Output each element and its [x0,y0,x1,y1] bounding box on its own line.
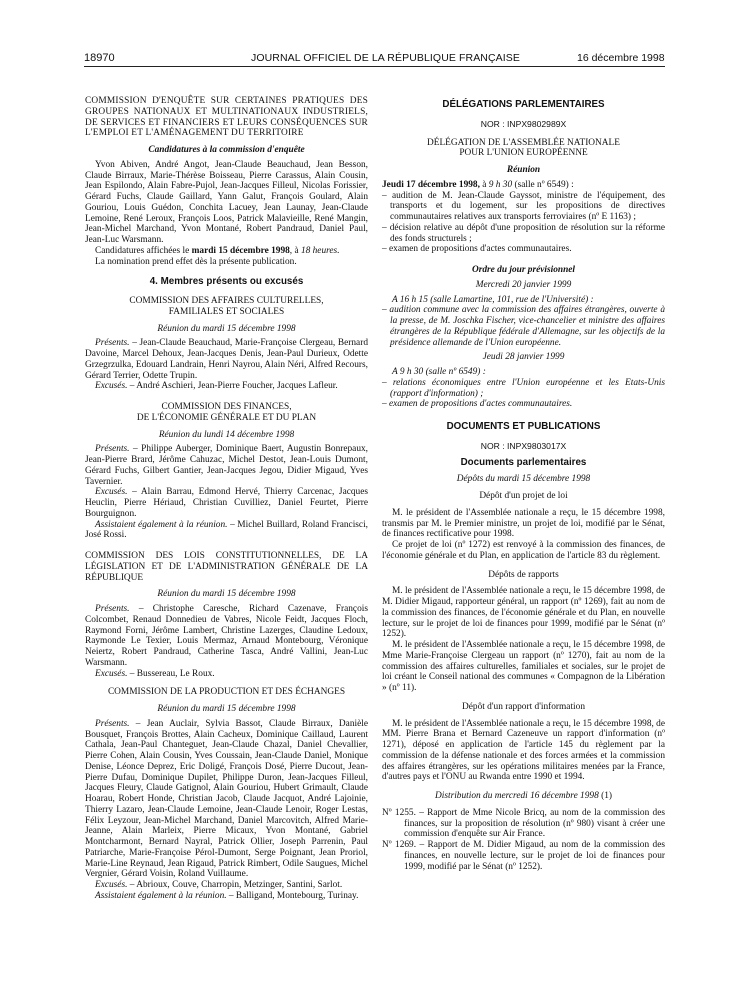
c1-title-line2: FAMILIALES ET SOCIALES [168,306,285,317]
header-rule [84,66,665,67]
documents-nor: NOR : INPX9803017X [480,440,567,451]
agenda-item: – décision relative au dépôt d'une proposition de résolution sur la réforme des fonds structurels ; [382,222,665,244]
commission-enquete-title: COMMISSION D'ENQUÊTE SUR CERTAINES PRATIQUES DES GROUPES NATIONAUX ET MULTINATIONAUX INDUSTRIELS, DE SERVICES ET FINANCIERS ET LEURS CONSÉQUENCES SUR L'EMPLOI ET L'AMÉNAGEMENT DU TERRITOIRE [85,96,368,139]
presents-label: Présents. [95,718,130,729]
odj-item: – audition commune avec la commission des affaires étrangères, ouverte à la presse, de M. Joschka Fischer, vice-chancelier et ministre des affaires étrangères de la République fédérale d'Allemagne, sur les objectifs de la présidence allemande de l'Union européenne. [382,305,665,348]
candidatures-heading: Candidatures à la commission d'enquête [148,145,305,155]
excuses-label: Excusés. [95,880,128,890]
projet-paragraph: Ce projet de loi (nº 1272) est renvoyé à la commission des finances, de l'économie générale et du Plan, en application de l'article 83 du règlement. [382,540,665,561]
section4-heading: 4. Membres présents ou excusés [149,276,304,288]
agenda-item: – audition de M. Jean-Claude Gayssot, ministre de l'équipement, des transports et du logement, sur les propositions de directives communautaires relatives aux transports ferroviaires (nº E 1163) ; [382,190,665,222]
c4-title: COMMISSION DE LA PRODUCTION ET DES ÉCHANGES [107,687,346,698]
excuses-label: Excusés. [95,668,128,679]
affichees-time: 18 heures. [300,245,340,256]
journal-title: JOURNAL OFFICIEL DE LA RÉPUBLIQUE FRANÇAISE [251,52,520,64]
excuses-list: – Alain Barrau, Edmond Hervé, Thierry Carcenac, Jacques Heuclin, Pierre Hériaud, Christian Cuvilliez, Daniel Feurtet, Pierre Bourguignon. [85,487,368,519]
c3-excuses [85,669,368,680]
odj-item: – relations économiques entre l'Union européenne et les Etats-Unis (rapport d'information) ; [382,377,665,399]
assistaient-list: – Michel Buillard, Roland Francisci, José Rossi. [85,519,368,541]
odj-date1: Mercredi 20 janvier 1999 [475,279,572,290]
c1-reunion: Réunion du mardi 15 décembre 1998 [157,323,296,334]
excuses-list: – André Aschieri, Jean-Pierre Foucher, Jacques Lafleur. [127,381,338,392]
delegations-nor: NOR : INPX9802989X [480,118,567,129]
c4-assistaient [85,891,368,902]
c2-excuses [85,487,368,519]
odj-item: – examen de propositions d'actes communautaires. [382,399,573,410]
distribution-heading [382,791,665,802]
header-date: 16 décembre 1998 [577,52,665,64]
odj-heading: Ordre du jour prévisionnel [471,265,576,275]
reunion-heading: Réunion [506,165,541,175]
presents-list: – Philippe Auberger, Dominique Baert, Augustin Bonrepaux, Jean-Pierre Brard, Jérôme Cahuzac, Michel Destot, Jean-Louis Dumont, Gérard Fuchs, Gilbert Gantier, Jean-Jacques Jegou, Didier Migaud, Yves Tavernier. [85,444,368,487]
agenda-item: – examen de propositions d'actes communautaires. [382,244,572,255]
c1-title-line1: COMMISSION DES AFFAIRES CULTURELLES, [129,296,324,306]
candidatures-affichees [85,246,368,257]
delegation-title-line1: DÉLÉGATION DE L'ASSEMBLÉE NATIONALE [427,137,620,148]
c2-reunion: Réunion du lundi 14 décembre 1998 [158,429,295,440]
page-number: 18970 [84,52,115,64]
affichees-date: mardi 15 décembre 1998 [191,245,290,256]
assistaient-label: Assistaient également à la réunion. [95,890,227,901]
reunion-date [382,180,665,191]
left-column [85,96,368,902]
depots-date: Dépôts du mardi 15 décembre 1998 [456,474,591,485]
odj-time2: A 9 h 30 (salle nº 6549) : [392,367,486,377]
presents-label: Présents. [95,604,130,614]
c4-excuses [85,880,368,891]
reunion-day: Jeudi 17 décembre 1998, [382,179,480,190]
documents-heading: DOCUMENTS ET PUBLICATIONS [446,421,601,432]
c1-presents [85,338,368,381]
projet-paragraph: M. le président de l'Assemblée nationale a reçu, le 15 décembre 1998, transmis par M. le Premier ministre, un projet de loi, modifié par le Sénat, de finances rectificative pour 1998. [382,507,665,540]
excuses-list: – Abrioux, Couve, Charropin, Metzinger, Santini, Sarlot. [127,880,343,890]
c4-presents [85,719,368,880]
odj-date2: Jeudi 28 janvier 1999 [482,352,565,363]
distribution-title: Distribution du mercredi 16 décembre 1998 [435,791,599,801]
reunion-room: (salle nº 6549) : [512,179,574,190]
nomination-note: La nomination prend effet dès la présente publication. [95,256,297,267]
delegations-heading: DÉLÉGATIONS PARLEMENTAIRES [442,99,605,110]
candidatures-list: Yvon Abiven, André Angot, Jean-Claude Beauchaud, Jean Besson, Claude Birraux, Marie-Thérèse Boisseau, Pierre Carassus, Alain Cousin, Jean Espilondo, Alain Fabre-Pujol, Jean-Jacques Filleul, Nicolas Forissier, Gérard Fuchs, Claude Gaillard, Yann Galut, François Goulard, Alain Gouriou, Louis Guédon, Conchita Lacuey, Jean Launay, Jean-Claude Lemoine, René Leroux, François Loos, Patrick Malavieille, René Mangin, Jean-Michel Marchand, Yvon Montané, Robert Pandraud, Daniel Paul, Jean-Luc Warsmann. [85,159,368,245]
presents-list: – Christophe Caresche, Richard Cazenave, François Colcombet, Renaud Donnedieu de Vabres, Nicole Feidt, Jacques Floch, Raymond Forni, Jérôme Lambert, Christine Lazerges, Claudine Ledoux, Raymonde Le Texier, Louis Mermaz, Arnaud Montebourg, Véronique Neiertz, Robert Pandraud, Catherine Tasca, André Vallini, Jean-Luc Warsmann. [85,604,368,668]
rapports-paragraph: M. le président de l'Assemblée nationale a reçu, le 15 décembre 1998, de Mme Marie-Françoise Clergeau un rapport (nº 1270), fait au nom de la commission des affaires culturelles, familiales et sociales, sur le projet de loi créant le Conseil national des communes « Compagnon de la Libération » (nº 11). [382,640,665,693]
assistaient-label: Assistaient également à la réunion. [95,519,228,530]
odj-time1: A 16 h 15 (salle Lamartine, 101, rue de l'Université) : [392,294,594,305]
projet-heading: Dépôt d'un projet de loi [479,491,568,501]
c2-assistaient [85,520,368,542]
distribution-footnote-ref: (1) [598,791,612,801]
excuses-list: – Bussereau, Le Roux. [127,668,215,679]
right-column [382,96,665,872]
c3-title: COMMISSION DES LOIS CONSTITUTIONNELLES, DE LA LÉGISLATION ET DE L'ADMINISTRATION GÉNÉRALE DE LA RÉPUBLIQUE [85,551,368,583]
delegation-title-line2: POUR L'UNION EUROPÉENNE [459,148,588,159]
rapports-heading: Dépôts de rapports [488,569,559,580]
c4-reunion: Réunion du mardi 15 décembre 1998 [157,704,296,714]
assistaient-list: – Balligand, Montebourg, Turinay. [226,890,359,901]
presents-label: Présents. [95,338,130,349]
excuses-label: Excusés. [95,381,128,392]
page-header [0,44,731,66]
c3-presents [85,604,368,669]
reunion-mid: à [479,179,489,190]
distribution-item: Nº 1269. – Rapport de M. Didier Migaud, au nom de la commission des finances, en nouvelle lecture, sur le projet de loi de finances pour 1999, modifié par le Sénat (nº 1252). [382,840,665,872]
documents-parlementaires-heading: Documents parlementaires [460,456,587,468]
distribution-item: Nº 1255. – Rapport de Mme Nicole Bricq, au nom de la commission des finances, sur la proposition de résolution (nº 980) visant à créer une commission d'enquête sur Air France. [382,807,665,840]
rapports-paragraph: M. le président de l'Assemblée nationale a reçu, le 15 décembre 1998, de M. Didier Migaud, rapporteur général, un rapport (nº 1269), fait au nom de la commission des finances, de l'économie générale et du Plan, en nouvelle lecture, sur le projet de loi de finances pour 1999, modifié par le Sénat (nº 1252). [382,586,665,640]
c2-presents [85,444,368,487]
excuses-label: Excusés. [95,487,128,498]
c3-reunion: Réunion du mardi 15 décembre 1998 [157,589,296,600]
c2-title-line2: DE L'ÉCONOMIE GÉNÉRALE ET DU PLAN [136,412,317,423]
affichees-mid: , à [289,245,301,256]
info-paragraph: M. le président de l'Assemblée nationale a reçu, le 15 décembre 1998, de MM. Pierre Brana et Bernard Cazeneuve un rapport d'information (nº 1271), déposé en application de l'article 145 du règlement par la commission de la défense nationale et des forces armées et la commission des affaires étrangères, sur les opérations militaires menées par la France, d'autres pays et l'ONU au Rwanda entre 1990 et 1994. [382,718,665,783]
reunion-time: 9 h 30 [488,179,513,190]
c1-excuses [85,381,368,392]
presents-list: – Jean Auclair, Sylvia Bassot, Claude Birraux, Danièle Bousquet, François Brottes, Alain Cacheux, Dominique Caillaud, Laurent Cathala, Jean-Paul Chanteguet, Jean-Claude Chazal, Daniel Chevallier, Pierre Cohen, Alain Cousin, Yves Coussain, Jean-Claude Daniel, Monique Denise, Léonce Deprez, Eric Doligé, François Dosé, Pierre Ducout, Jean-Pierre Dufau, Dominique Dupilet, Philippe Duron, Jean-Jacques Filleul, Jacques Fleury, Claude Gatignol, Alain Gouriou, Hubert Grimault, Claude Hoarau, Robert Honde, Christian Jacob, Claude Jacquot, André Lajoinie, Thierry Lazaro, Jean-Claude Lemoine, Jean-Claude Lenoir, Roger Lestas, Félix Leyzour, Jean-Michel Marchand, Daniel Marcovitch, Alfred Marie-Jeanne, Alain Marleix, Pierre Micaux, Yvon Montané, Gabriel Montcharmont, Bernard Nayral, Patrick Ollier, Joseph Parrenin, Paul Patriarche, Marie-Françoise Pérol-Dumont, Serge Poignant, Jean Proriol, Marie-Line Reynaud, Jean Rigaud, Patrick Rimbert, Odile Saugues, Michel Vergnier, Gérard Voisin, Roland Vuillaume. [85,718,368,880]
info-heading: Dépôt d'un rapport d'information [462,701,585,712]
c2-title-line1: COMMISSION DES FINANCES, [161,402,292,412]
affichees-text: Candidatures affichées le [95,245,192,256]
presents-list: – Jean-Claude Beauchaud, Marie-Françoise Clergeau, Bernard Davoine, Marcel Dehoux, Jean-Jacques Denis, Jean-Paul Durieux, Odette Grzegrzulka, Edouard Landrain, Henri Nayrou, Alain Néri, Alfred Recours, Gérard Terrier, Odette Trupin. [85,338,368,381]
presents-label: Présents. [95,444,130,455]
